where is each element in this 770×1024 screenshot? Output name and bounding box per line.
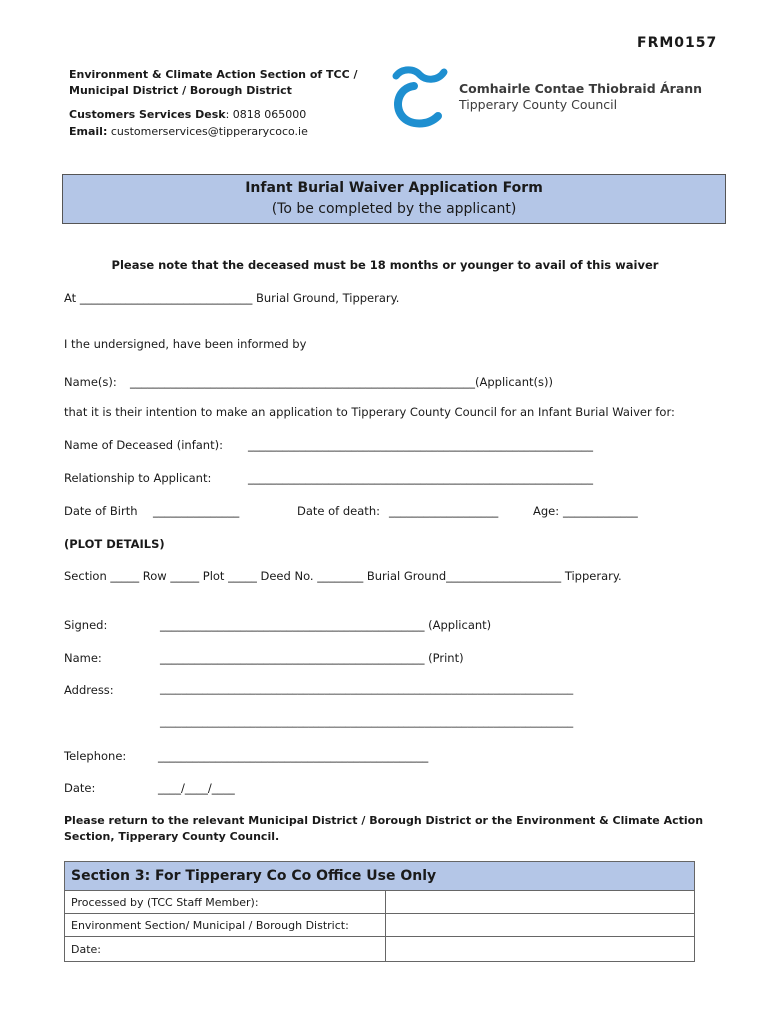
office-date-label: Date: (65, 937, 386, 962)
telephone-field[interactable]: _______________________________________________ (158, 749, 429, 763)
deceased-field[interactable]: ____________________________________________________________ (248, 438, 593, 452)
return-note-line-1: Please return to the relevant Municipal District / Borough District or the Environment & Climate Action (64, 814, 704, 827)
deceased-label: Name of Deceased (infant): (64, 438, 223, 452)
relationship-label: Relationship to Applicant: (64, 471, 212, 485)
date-field[interactable]: ____/____/____ (158, 781, 235, 795)
district-cell[interactable] (386, 914, 695, 937)
email-label: Email: (69, 125, 108, 138)
names-field[interactable]: ____________________________________________________________(Applicant(s)) (130, 375, 553, 389)
council-name-english: Tipperary County Council (459, 97, 618, 112)
name-label: Name: (64, 651, 102, 665)
relationship-field[interactable]: ____________________________________________________________ (248, 471, 593, 485)
names-label: Name(s): (64, 375, 117, 389)
email-line (69, 125, 308, 138)
office-use-table (64, 861, 695, 962)
district-label: Environment Section/ Municipal / Borough District: (65, 914, 386, 937)
table-row (65, 914, 695, 937)
dob-label: Date of Birth (64, 504, 138, 518)
plot-details-heading: (PLOT DETAILS) (64, 537, 165, 551)
desk-label: Customers Services Desk (69, 108, 226, 121)
processed-by-label: Processed by (TCC Staff Member): (65, 891, 386, 914)
processed-by-cell[interactable] (386, 891, 695, 914)
return-note-line-2: Section, Tipperary County Council. (64, 830, 280, 843)
burial-ground-line[interactable]: At ______________________________ Burial Ground, Tipperary. (64, 291, 400, 305)
age-field[interactable]: _____________ (563, 504, 638, 518)
council-name-irish: Comhairle Contae Thiobraid Árann (459, 81, 703, 96)
date-label: Date: (64, 781, 96, 795)
telephone-label: Telephone: (64, 749, 127, 763)
council-logo-icon (388, 66, 450, 128)
form-title-box (62, 174, 726, 224)
address-label: Address: (64, 683, 114, 697)
signed-label: Signed: (64, 618, 108, 632)
dod-label: Date of death: (297, 504, 380, 518)
age-notice: Please note that the deceased must be 18 months or younger to avail of this waiver (111, 258, 659, 272)
table-row (65, 937, 695, 962)
dod-field[interactable]: ___________________ (389, 504, 499, 518)
table-row (65, 891, 695, 914)
department-line-1: Environment & Climate Action Section of TCC / (69, 68, 358, 81)
customer-desk (69, 108, 306, 121)
name-field[interactable]: ______________________________________________ (Print) (160, 651, 464, 665)
office-use-heading: Section 3: For Tipperary Co Co Office Use Only (65, 862, 695, 891)
form-title: Infant Burial Waiver Application Form (245, 180, 543, 196)
form-subtitle: (To be completed by the applicant) (271, 201, 517, 217)
plot-details-line[interactable]: Section _____ Row _____ Plot _____ Deed No. ________ Burial Ground____________________ Tipperary. (64, 569, 622, 583)
department-line-2: Municipal District / Borough District (69, 84, 292, 97)
office-date-cell[interactable] (386, 937, 695, 962)
dob-field[interactable]: _______________ (153, 504, 240, 518)
address-field-1[interactable]: ______________________________________________________________________________ (160, 683, 574, 695)
intention-text: that it is their intention to make an application to Tipperary County Council for an Infant Burial Waiver for: (64, 405, 675, 419)
email-address[interactable]: customerservices@tipperarycoco.ie (107, 125, 308, 138)
form-code: FRM0157 (637, 35, 718, 51)
address-field-2[interactable]: ______________________________________________________________________________ (160, 716, 574, 728)
informed-text: I the undersigned, have been informed by (64, 337, 307, 351)
desk-phone: : 0818 065000 (225, 108, 307, 121)
age-label: Age: (533, 504, 560, 518)
signed-field[interactable]: ______________________________________________ (Applicant) (160, 618, 492, 632)
